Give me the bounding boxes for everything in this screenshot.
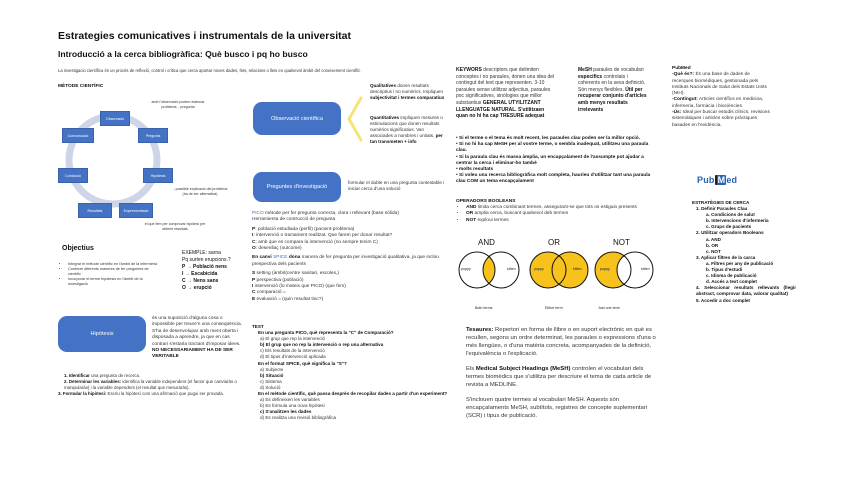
test-option[interactable]: b) Situació — [260, 372, 284, 378]
test-option[interactable]: b) Es formula una nova hipòtesi — [260, 403, 325, 409]
venn-caption: Both terms — [475, 306, 493, 310]
tips-list: • Si el terme o el tema és molt recent, les paraules clau poden ser la millor opció. • Si no hi ha cap MeSH per al vostre terme, o sembla inadequat, utilitzeu una paraula clau. • Si la paraula clau és massa àmplia, un encapçalament de l'assumpte pot ajudar a centrar la cerca i eliminar-ho també • molts resultats • Si voleu una recerca bibliogràfica molt completa, haurieu d'utilitzar tant una paraula clau COM un tema encapçalament — [456, 136, 651, 185]
note-observacio: amb l'observació podem elaborar problema... pregunta — [151, 100, 205, 109]
venn-title-and: AND — [478, 238, 495, 247]
cycle-conclusio: Conclusió — [58, 168, 88, 183]
quantitatives-text: Quantitatives impliquen mesures o estimulacions que donen resultats numèrics significatius. Van associades a nombres i unitats, per tan transmeten + info — [370, 115, 443, 144]
test-option[interactable]: d) El tipus d'intervenció aplicada — [260, 354, 326, 360]
cycle-observacio: Observació — [100, 111, 130, 126]
page-title: Estrategies comunicatives i instrumentals de la universitat — [58, 30, 351, 42]
test-option[interactable]: a) El grup que rep la intervenció — [260, 336, 326, 342]
intro-text: La investigacio científica és un procés de reflexió, control i crítica que cerca aportar noves dades, fets, relacions o lleis en qualsevol àmbit del coneixement científic — [58, 68, 361, 73]
cycle-resultats: Resultats — [78, 203, 112, 218]
observacio-box: Observació científica — [253, 102, 341, 135]
venn-title-not: NOT — [613, 238, 630, 247]
test-option[interactable]: c) S'analitzen les dades — [260, 409, 312, 415]
test-option[interactable]: d) Es realitza una revisió bibliogràfica — [260, 415, 337, 421]
pubmed-info: PubMed -Què és?: És una base de dades de recerques biomèdiques, gestionada pels Instituts Nacionals de Salut dels Estats Units (NIH). -Contingut: Articles científics en medicina, infermeria, farmàcia i biociències. -Ús: Ideal per buscar estudis clínics, revisions sistemàtiques i articles sobre pràctiques basades en l'evidència. — [672, 66, 770, 128]
example-line: C → Nens sans — [182, 278, 219, 284]
hipotesi-box: Hipòtesis — [58, 316, 146, 352]
qualitatives-text: Qualitatives donen resultats descriptius i no numèrics. Impliquen subjectivitat i termes comparatius — [370, 83, 445, 100]
hipotesi-text: és una suposició d'alguna cosa o impossible per treure'n una conseqüència. S'ha de desenvolupar amb ment oberta i disposada a aprendre, ja que en cas contrari s'estaria tractant d'imposar idees. NO NECESSARIAMENT HA DE SER VERITABLE — [152, 316, 242, 360]
venn-title-or: OR — [548, 238, 560, 247]
brace-icon — [345, 95, 363, 143]
keywords-text: KEYWORS descriptors que delimiten conceptes i no paraules, donen una idea del contingut del text que representen. 3-10 paraules sense utilitzar adjectius, paraules poc significatives, sinòlogies que millor substantius GENERAL UTYILITZANT LLENGUATGE NATURAL. S'utilitzaen quan no hi ha cap TRESURE adequat — [456, 67, 555, 120]
page-subtitle: Introducció a la cerca bibliogràfica: Què busco i pq ho busco — [58, 49, 308, 59]
objectius-heading: Objectius — [62, 245, 94, 252]
note-experimentacio: el que fem per comprovar hipòtesi per obtenir resultats — [144, 222, 206, 231]
pico-link[interactable]: PICO — [252, 211, 264, 216]
objectiu-item: • Incorporar el terme hipòtesis en l'àmbit de la investigació — [68, 277, 158, 287]
test-option[interactable]: a) Es defineixen les variables — [260, 397, 320, 403]
pubmed-logo: Pub M ed — [697, 175, 738, 185]
cycle-pregunta: Pregunta — [138, 128, 168, 143]
boolean-section: OPERADORS BOOLEANS • AND limita cerca combinant termes, assegurant-se que tots os estiguin presents • OR amplia cerca, buscant qualsevol deb termes • NOT exploui termes — [456, 199, 656, 224]
preguntes-box: Preguntes d'investigació — [253, 172, 341, 202]
venn-caption: Just one term — [598, 306, 620, 310]
venn-diagrams: AND puppy kitten Both terms OR puppy kitten Either term NOT puppy kitten Just one term — [455, 234, 655, 316]
objectius-list — [58, 262, 158, 287]
test-section: TEST En una pregunta PICO, què representa la "C" de Comparació? a) El grup que rep la intervenció b) El grup que no rep la intervenció o rep una alternativa c) Els resultats de la intervenció d) El tipus d'intervenció aplicada En el format SPICE, què significa la "S"? a) Subjecte b) Situació c) Sistema d) Solució En el mètode científic, què passa després de recopilar dades a partir d'un experiment? a) Es defineixen les variables b) Es formula una nova hipòtesi c) S'analitzen les dades d) Es realitza una revisió bibliogràfica — [252, 324, 450, 422]
test-option[interactable]: d) Solució — [260, 384, 281, 390]
preguntes-text: formular el dubte en una pregunta contestable i iniciar cerca d'una solució — [348, 180, 445, 191]
cycle-hipotesis: Hipòtesis — [143, 168, 173, 183]
tesaures-section: Tesaures: Repertori en forma de llibre o en suport electrònic en què es recullen, segons un ordre determinat, les paraules o expressions d'una o més llengües, o d'una matèria concreta, acompanyades de la definició, l'equivalència o l'explicació. Els Medical Subject Headings (MeSH) controlen el vocabulari dels termes biomèdics que s'utilitza per descriure el tema de cada article de revista a MEDLINE. S'inclouen quatre termes al vocabulari MeSH. Aquests són encapçalaments MeSH, subtítols, registres de concepte suplementari (SCR) i tipus de publicació. — [466, 327, 656, 419]
cycle-comunicacio: Comunicació — [62, 128, 94, 143]
example-title: EXEMPLE: sarna — [182, 250, 221, 256]
test-option[interactable]: a) Subjecte — [260, 366, 284, 372]
example-line: I → Escabicida — [182, 271, 218, 277]
test-option[interactable]: b) El grup que no rep la intervenció o rep una alternativa — [260, 342, 384, 348]
example-question: Pq surten erupcions.? — [182, 257, 231, 263]
strategies-section: ESTRATÈGIES DE CERCA 1. Definir Paraules Clau a. Condicions de salut b. Intervencions d'infermeria c. Grups de pacients 2. Utilitzar operadors Booleans a. AND b. OR c. NOT 3. Aplicar filtres de la carca a. Filtres per any de publicació b. Tipus d'estudi c. Idioma de publicació d. Accés a text complet 4. Seleccionar resultats rellevants (llegir abstract, comprovar data, valorar qualitat) 5. Accedir a doc complet — [692, 200, 796, 303]
venn-caption: Either term — [545, 306, 563, 310]
test-option[interactable]: c) Els resultats de la intervenció — [260, 348, 325, 354]
objectiu-item: • Conèixer diferents maneres de fer preguntes de científic — [68, 267, 158, 277]
objectiu-item: • Integrar el mètode científic en l'àmbit de la infermeria — [68, 262, 158, 267]
example-line: O → erupció — [182, 285, 212, 291]
test-option[interactable]: c) Sistema — [260, 378, 282, 384]
cycle-experimentacio: Experimentació — [119, 203, 153, 218]
pico-section: PICO mètode per fer pregunta correcta, clara i rellevant (base sòlida) Herramienta de contrucció de pregunta P: població estudiada (perfil) (pacient-problema) I: intervenció o tractament realitzat. Que farem per donar resultat? C: amb que es compara la intervenció (no sempre tenim C) O: desenllaç (outcome) En canvi SPICE dona manera de fer pregunta per investigació qualitativa, ja que inclou prespectiva dels pacients S setting (àmbit(centre sanitari, escoles,) P perspectiva (població) I intervenció (lo mateix que PICO) (que fem) C comparació = E evaluació = (quin resultat tinc?) — [252, 211, 439, 302]
example-box — [182, 250, 231, 292]
mesh-text: MeSH paraules de vocabulari especifics controlats i coherents en la seva definició. Són menys flexibles. Útil per recuperar conjunto d'articles amb menys resultats irrelevants — [578, 67, 647, 113]
spice-link[interactable]: SPICE — [273, 255, 288, 261]
hipotesi-steps: 1. Identificar una pregunta de recerca. 2. Determinar les variables: identifica la variable independent (el factor que canviaràs o manipularàs) i la variable dependent (el resultat que mesuraràs). 3. Formular la hipòtesi: Escriu la hipòtesi com una afirmació que pugui ser provada. — [58, 373, 237, 396]
example-line: P → Població nens — [182, 264, 227, 270]
scientific-method-cycle — [58, 98, 168, 223]
note-hipotesi: ...possible explicació del problema (ha de ser alternativa) — [172, 187, 228, 196]
method-heading: MÈTODE CIENTÍFIC — [58, 84, 104, 89]
